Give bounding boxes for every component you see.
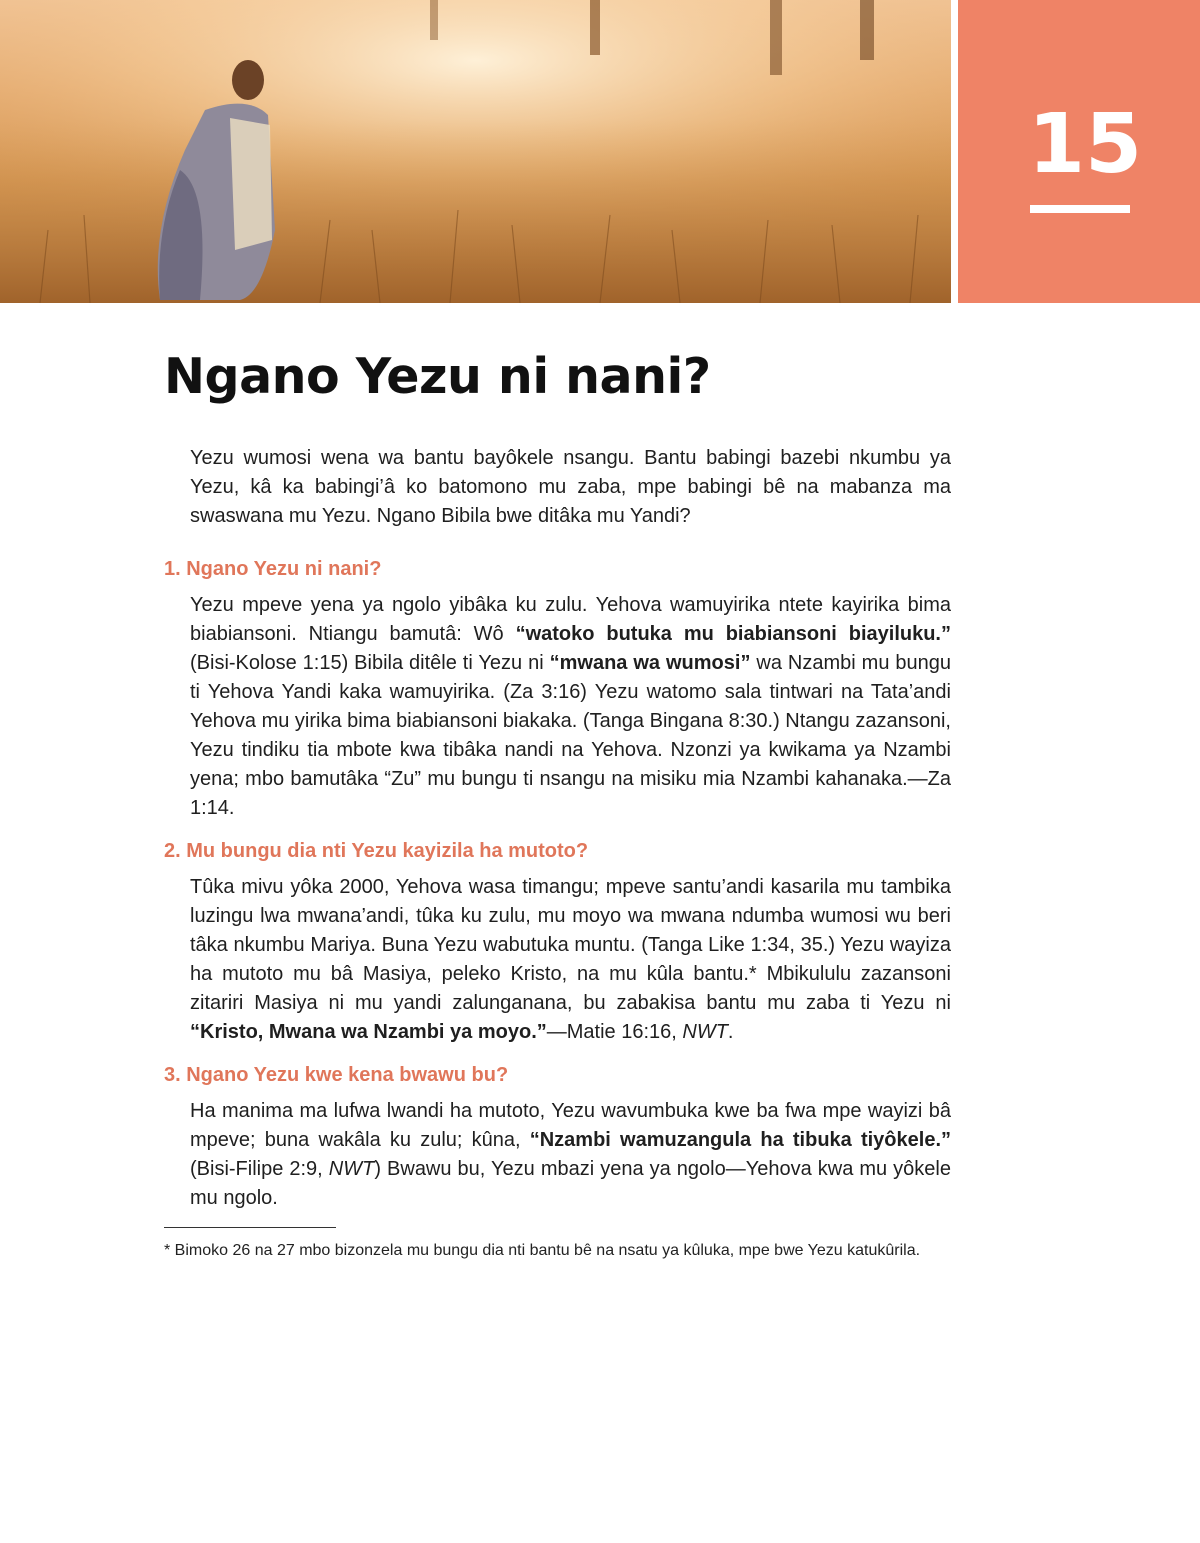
page-title: Ngano Yezu ni nani? xyxy=(164,348,711,405)
question-heading-3: 3. Ngano Yezu kwe kena bwawu bu? xyxy=(164,1064,509,1086)
italic-text: NWT xyxy=(328,1158,375,1180)
chapter-badge xyxy=(958,0,1200,303)
article-body xyxy=(164,444,951,1261)
italic-text: NWT xyxy=(682,1021,728,1043)
text-run: (Bisi-Kolose 1:15) Bibila ditêle ti Yezu ni xyxy=(190,652,550,674)
emphasis-text: “Kristo, Mwana wa Nzambi ya moyo.” xyxy=(190,1021,547,1043)
footnote: * Bimoko 26 na 27 mbo bizonzela mu bungu dia nti bantu bê na nsatu ya kûluka, mpe bwe Yezu katukûrila. xyxy=(164,1242,921,1259)
text-run: wa Nzambi mu bungu ti Yehova Yandi kaka wamuyirika. (Za 3:16) Yezu watomo sala tintwari na Tata’andi Yehova mu yirika bima biabiansoni biakaka. (Tanga Bingana 8:30.) Ntangu zazansoni, Yezu tindiku tia mbote kwa tibâka nandi na Yehova. Nzonzi ya kwikama ya Nzambi yena; mbo bamutâka “Zu” mu bungu ti nsangu na misiku mia Nzambi kahanaka.—Za 1:14. xyxy=(190,652,951,819)
emphasis-text: “Nzambi wamuzangula ha tibuka tiyôkele.” xyxy=(529,1129,951,1151)
section-paragraph-1 xyxy=(190,591,951,823)
emphasis-text: “mwana wa wumosi” xyxy=(549,652,751,674)
intro-paragraph: Yezu wumosi wena wa bantu bayôkele nsangu. Bantu babingi bazebi nkumbu ya Yezu, kâ ka babingi’â ko batomono mu zaba, mpe babingi bê na mabanza ma swaswana mu Yezu. Ngano Bibila bwe ditâka mu Yandi? xyxy=(190,447,951,527)
section-3 xyxy=(164,1061,951,1213)
chapter-underline xyxy=(1030,205,1130,213)
text-run: Yezu mpeve yena ya ngolo yibâka ku zulu. Yehova wamuyirika ntete kayirika bima biabiansoni. Ntiangu bamutâ: Wô xyxy=(190,594,951,645)
question-heading-1: 1. Ngano Yezu ni nani? xyxy=(164,558,382,580)
header-photo xyxy=(0,0,951,303)
emphasis-text: “watoko butuka mu biabiansoni biayiluku.” xyxy=(515,623,951,645)
text-run: ) Bwawu bu, Yezu mbazi yena ya ngolo—Yehova kwa mu yôkele mu ngolo. xyxy=(190,1158,951,1209)
chapter-number: 15 xyxy=(1028,97,1143,192)
footnote-divider xyxy=(164,1227,336,1228)
text-run: —Matie 16:16, xyxy=(546,1021,683,1043)
text-run: (Bisi-Filipe 2:9, xyxy=(190,1158,329,1180)
section-1 xyxy=(164,555,951,823)
field-illustration xyxy=(0,0,951,303)
section-paragraph-2 xyxy=(190,873,951,1047)
text-run: . xyxy=(727,1021,734,1043)
section-paragraph-3 xyxy=(190,1097,951,1213)
text-run: Ha manima ma lufwa lwandi ha mutoto, Yezu wavumbuka kwe ba fwa mpe wayizi bâ mpeve; buna wakâla ku zulu; kûna, xyxy=(190,1100,951,1151)
text-run: Tûka mivu yôka 2000, Yehova wasa timangu; mpeve santu’andi kasarila mu tambika luzingu lwa mwana’andi, tûka ku zulu, mu moyo wa mwana ndumba wumosi wu beri tâka nkumbu Mariya. Buna Yezu wabutuka muntu. (Tanga Like 1:34, 35.) Yezu wayiza ha mutoto mu bâ Masiya, peleko Kristo, na mu kûla bantu.* Mbikululu zazansoni zitariri Masiya ni mu yandi zalunganana, bu zabakisa bantu mu zaba ti Yezu ni xyxy=(190,876,951,1014)
section-2 xyxy=(164,837,951,1047)
question-heading-2: 2. Mu bungu dia nti Yezu kayizila ha mutoto? xyxy=(164,840,589,862)
